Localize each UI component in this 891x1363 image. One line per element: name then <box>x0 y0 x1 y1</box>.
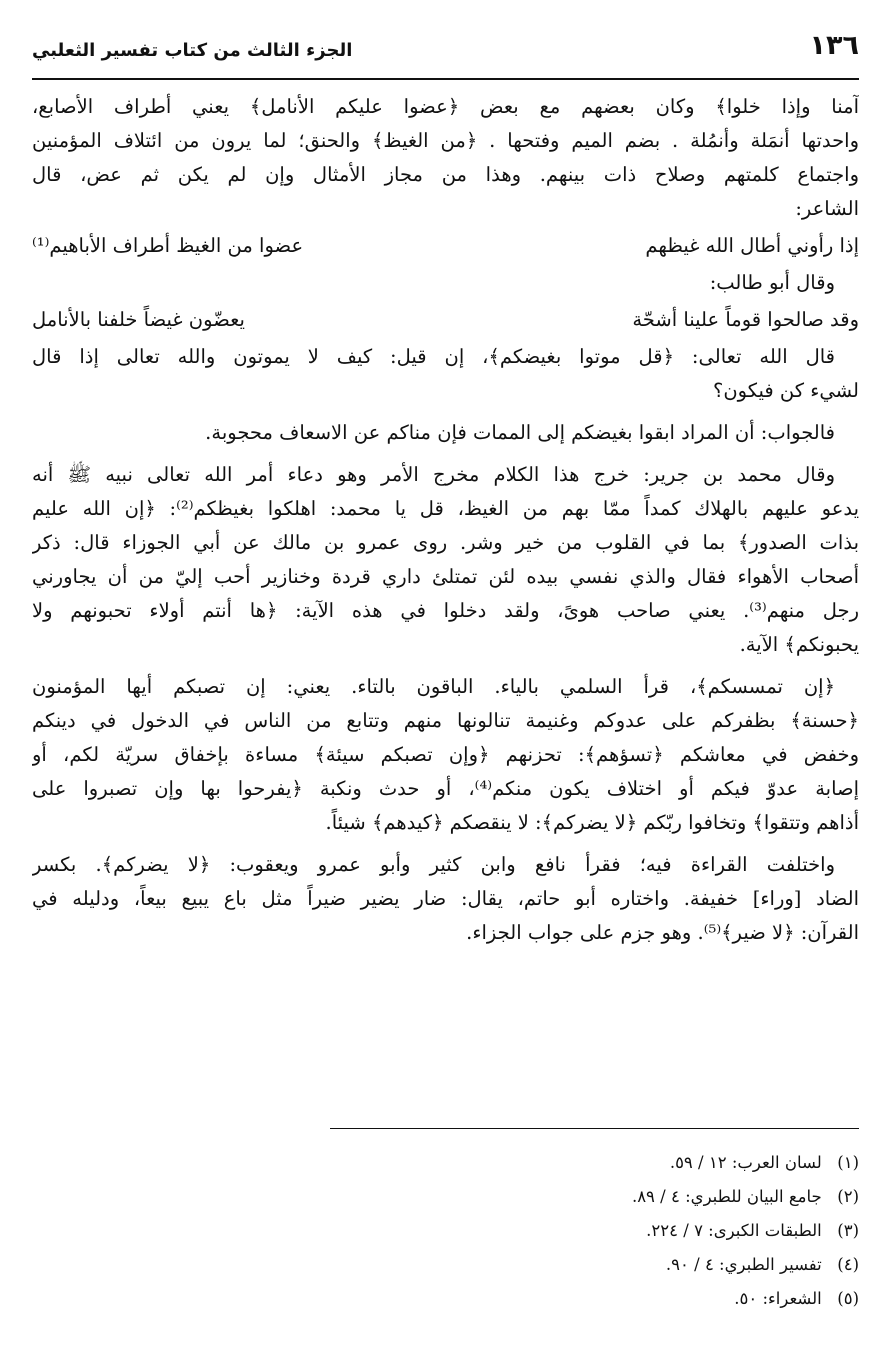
text-line: إصابة عدوّ فيكم أو اختلاف يكون منكم⁽⁴⁾، أو حدث ونكبة ﴿يفرحوا بها وإن تصبروا على <box>32 777 859 800</box>
footnote-number: (١) <box>837 1153 859 1172</box>
verse-hemistich-second: يعضّون غيضاً خلفنا بالأنامل <box>32 308 245 331</box>
footnote-item <box>632 1282 859 1316</box>
poetry-verse-1 <box>32 226 859 266</box>
text-line: ﴿إن تمسسكم﴾، قرأ السلمي بالياء. الباقون بالتاء. يعني: إن تصبكم أيها المؤمنون <box>32 675 835 698</box>
text-line: قال الله تعالى: ﴿قل موتوا بغيضكم﴾، إن قيل: كيف لا يموتون والله تعالى إذا قال <box>32 345 835 368</box>
verse-hemistich-first: إذا رأوني أطال الله غيظهم <box>645 234 859 257</box>
footnote-text: لسان العرب: ١٢ / ٥٩. <box>669 1153 822 1172</box>
footnote-number: (٥) <box>837 1289 859 1308</box>
text-line: أصحاب الأهواء فقال والذي نفسي بيده لئن تمتلئ داري قردة وخنازير أحب إليّ من أن يجاورني <box>32 565 859 588</box>
text-line: آمنا وإذا خلوا﴾ وكان بعضهم مع بعض ﴿عضوا عليكم الأنامل﴾ يعني أطراف الأصابع، <box>32 95 859 118</box>
running-header <box>32 30 859 74</box>
text-line: أذاهم وتتقوا﴾ وتخافوا ربّكم ﴿لا يضركم﴾: لا ينقصكم ﴿كيدهم﴾ شيئاً. <box>325 811 859 834</box>
text-line: وقال محمد بن جرير: خرج هذا الكلام مخرج الأمر وهو دعاء أمر الله تعالى نبيه ﷺ أنه <box>32 463 835 486</box>
text-line: يحبونكم﴾ الآية. <box>739 633 859 656</box>
footnote-text: الطبقات الكبرى: ٧ / ٢٢٤. <box>646 1221 822 1240</box>
text-line: لشيء كن فيكون؟ <box>712 379 859 402</box>
header-rule <box>32 78 859 80</box>
text-line: الشاعر: <box>795 197 859 220</box>
poetry-verse-2 <box>32 300 859 340</box>
verse-hemistich-second: عضوا من الغيظ أطراف الأباهيم⁽¹⁾ <box>32 234 304 257</box>
text-line: وقال أبو طالب: <box>709 271 835 294</box>
verse-hemistich-first: وقد صالحوا قوماً علينا أشحّة <box>632 308 859 331</box>
footnote-text: جامع البيان للطبري: ٤ / ٨٩. <box>631 1187 822 1206</box>
footnote-number: (٢) <box>837 1187 859 1206</box>
footnote-item <box>632 1146 859 1180</box>
text-line: واجتماع كلمتهم وصلاح ذات بينهم. وهذا من مجاز الأمثال وإن لم يكن ثم عض، قال <box>32 163 859 186</box>
footnote-item <box>632 1248 859 1282</box>
footnote-rule <box>330 1128 859 1129</box>
text-line: فالجواب: أن المراد ابقوا بغيضكم إلى الممات فإن مناكم عن الاسعاف محجوبة. <box>205 421 835 444</box>
footnote-text: تفسير الطبري: ٤ / ٩٠. <box>665 1255 822 1274</box>
text-line: الضاد [وراء] خفيفة. واختاره أبو حاتم، يقال: ضار يضير ضيراً مثل باع يبيع بيعاً، ودليله في <box>32 887 859 910</box>
footnote-number: (٤) <box>837 1255 859 1274</box>
text-line: واختلفت القراءة فيه؛ فقرأ نافع وابن كثير وأبو عمرو ويعقوب: ﴿لا يضركم﴾. بكسر <box>32 853 835 876</box>
text-line: يدعو عليهم بالهلاك كمداً ممّا بهم من الغيظ، قل يا محمد: اهلكوا بغيظكم⁽²⁾: ﴿إن الله عليم <box>32 497 859 520</box>
footnotes <box>632 1146 859 1316</box>
text-line: بذات الصدور﴾ بما في القلوب من خير وشر. روى عمرو بن مالك عن أبي الجوزاء قال: ذكر <box>32 531 859 554</box>
footnote-item <box>632 1214 859 1248</box>
main-text <box>32 90 859 950</box>
page-number: ١٣٦ <box>809 30 859 61</box>
footnote-text: الشعراء: ٥٠. <box>734 1289 822 1308</box>
text-line: رجل منهم⁽³⁾. يعني صاحب هوىً، ولقد دخلوا في هذه الآية: ﴿ها أنتم أولاء تحبونهم ولا <box>32 599 859 622</box>
text-line: ﴿حسنة﴾ بظفركم على عدوكم وغنيمة تنالونها منهم وتتابع من الناس في الدخول في دينكم <box>32 709 859 732</box>
text-line: واحدتها أنمَلة وأنمُلة . بضم الميم وفتحها . ﴿من الغيظ﴾ والحنق؛ لما يرون من ائتلاف المؤمنين <box>32 129 859 152</box>
footnote-number: (٣) <box>837 1221 859 1240</box>
footnote-item <box>632 1180 859 1214</box>
running-title: الجزء الثالث من كتاب تفسير الثعلبي <box>32 40 353 61</box>
text-line: القرآن: ﴿لا ضير﴾⁽⁵⁾. وهو جزم على جواب الجزاء. <box>466 921 859 944</box>
text-line: وخفض في معاشكم ﴿تسؤهم﴾: تحزنهم ﴿وإن تصبكم سيئة﴾ مساءة بإخفاق سريّة لكم، أو <box>32 743 859 766</box>
